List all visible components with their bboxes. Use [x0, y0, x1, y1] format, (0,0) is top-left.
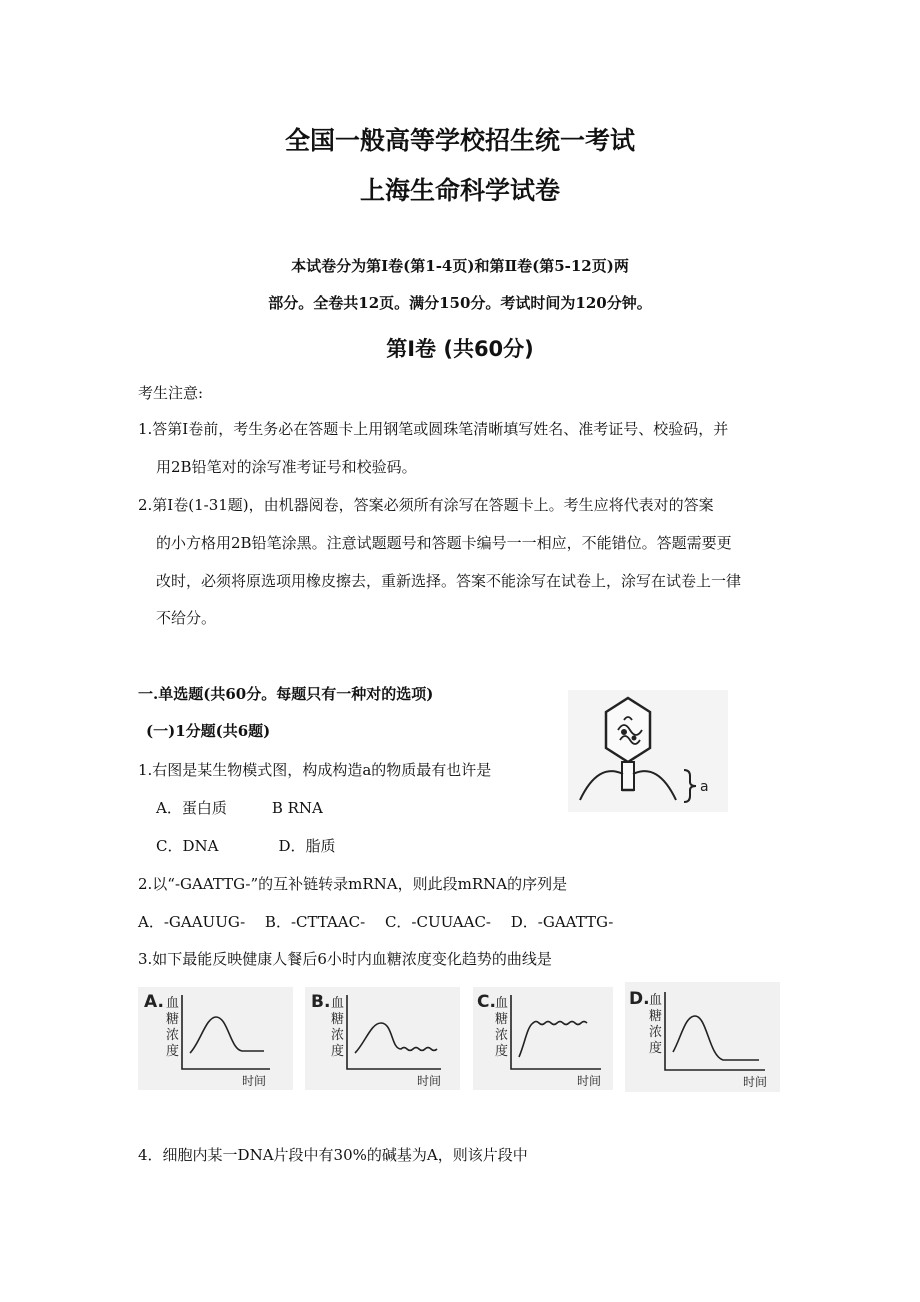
- graph-c-ylabel-2: 糖: [495, 1012, 509, 1027]
- graph-b-ylabel-4: 度: [331, 1044, 345, 1059]
- phage-tail-fiber-left: [580, 771, 623, 800]
- graph-b-axes: [347, 995, 441, 1069]
- graph-d-ylabel-2: 糖: [649, 1009, 663, 1024]
- notice-item-1-line-1: 1.答第Ⅰ卷前，考生务必在答题卡上用钢笔或圆珠笔清晰填写姓名、准考证号、校验码，并: [138, 420, 729, 438]
- phage-head-shape: [606, 698, 650, 762]
- graph-d-curve: [673, 1016, 759, 1060]
- q2-options: A．-GAAUUG- B．-CTTAAC- C．-CUUAAC- D．-GAATTG-: [138, 913, 614, 931]
- intro-line-1: 本试卷分为第Ⅰ卷(第1-4页)和第Ⅱ卷(第5-12页)两: [291, 257, 629, 275]
- graph-a-curve: [190, 1017, 264, 1053]
- graph-b-xlabel: 时间: [417, 1074, 442, 1088]
- q1-stem: 1.右图是某生物模式图，构成构造a的物质最有也许是: [138, 761, 492, 779]
- notice-heading: 考生注意:: [138, 384, 204, 402]
- graph-b-curve: [355, 1023, 437, 1053]
- graph-d-ylabel-4: 度: [649, 1041, 663, 1056]
- q1-options-row-1: A．蛋白质 B RNA: [156, 799, 323, 817]
- section-title: 第Ⅰ卷 (共60分): [386, 337, 534, 361]
- exam-subtitle: 上海生命科学试卷: [359, 176, 560, 205]
- part1-heading: 一.单选题(共60分。每题只有一种对的选项): [138, 685, 434, 703]
- structure-a-bracket: [684, 770, 696, 802]
- phage-tail-shape: [622, 762, 634, 790]
- graph-d-ylabel-1: 血: [649, 993, 663, 1008]
- graph-c-ylabel-1: 血: [495, 996, 509, 1011]
- graph-c-letter: C.: [477, 992, 496, 1012]
- graph-b: [305, 987, 460, 1090]
- graph-d-ylabel-3: 浓: [649, 1025, 663, 1040]
- graph-b-ylabel-1: 血: [331, 996, 345, 1011]
- graph-b-ylabel-3: 浓: [331, 1028, 345, 1043]
- graph-a-letter: A.: [144, 992, 164, 1012]
- graph-a-ylabel-4: 度: [166, 1044, 180, 1059]
- graph-d-letter: D.: [629, 989, 650, 1009]
- notice-item-2-line-1: 2.第Ⅰ卷(1-31题)，由机器阅卷，答案必须所有涂写在答题卡上。考生应将代表对的答案: [138, 496, 714, 514]
- graph-c-axes: [511, 995, 601, 1069]
- graph-c: [473, 987, 613, 1090]
- notice-item-1-line-2: 用2B铅笔对的涂写准考证号和校验码。: [156, 458, 417, 476]
- exam-title: 全国一般高等学校招生统一考试: [284, 126, 635, 155]
- graph-b-letter: B.: [311, 992, 331, 1012]
- structure-a-label: a: [700, 779, 709, 795]
- graph-a-ylabel-3: 浓: [166, 1028, 180, 1043]
- phage-tail-fiber-right: [633, 771, 676, 800]
- graph-d-xlabel: 时间: [743, 1075, 768, 1089]
- graph-c-ylabel-3: 浓: [495, 1028, 509, 1043]
- notice-item-2-line-3: 改时，必须将原选项用橡皮擦去，重新选择。答案不能涂写在试卷上，涂写在试卷上一律: [156, 572, 742, 590]
- phage-figure: [568, 690, 728, 812]
- graph-b-ylabel-2: 糖: [331, 1012, 345, 1027]
- graph-a-ylabel-1: 血: [166, 996, 180, 1011]
- graph-a-ylabel-2: 糖: [166, 1012, 180, 1027]
- graph-d-axes: [665, 992, 765, 1070]
- graph-d: [625, 982, 780, 1092]
- graph-c-xlabel: 时间: [577, 1074, 602, 1088]
- q1-options-row-2: C．DNA D．脂质: [156, 837, 336, 855]
- q3-stem: 3.如下最能反映健康人餐后6小时内血糖浓度变化趋势的曲线是: [138, 950, 552, 968]
- graph-c-ylabel-4: 度: [495, 1044, 509, 1059]
- graph-a: [138, 987, 293, 1090]
- graph-c-curve: [519, 1022, 587, 1058]
- q2-stem: 2.以“-GAATTG-”的互补链转录mRNA，则此段mRNA的序列是: [138, 875, 568, 893]
- intro-line-2: 部分。全卷共12页。满分150分。考试时间为120分钟。: [268, 294, 652, 312]
- part1-subheading: (一)1分题(共6题): [146, 722, 271, 740]
- notice-item-2-line-2: 的小方格用2B铅笔涂黑。注意试题题号和答题卡编号一一相应，不能错位。答题需要更: [156, 534, 732, 552]
- graph-a-axes: [182, 995, 270, 1069]
- notice-item-2-line-4: 不给分。: [156, 609, 217, 627]
- graph-a-xlabel: 时间: [242, 1074, 267, 1088]
- q4-stem: 4．细胞内某一DNA片段中有30%的碱基为A，则该片段中: [138, 1146, 528, 1164]
